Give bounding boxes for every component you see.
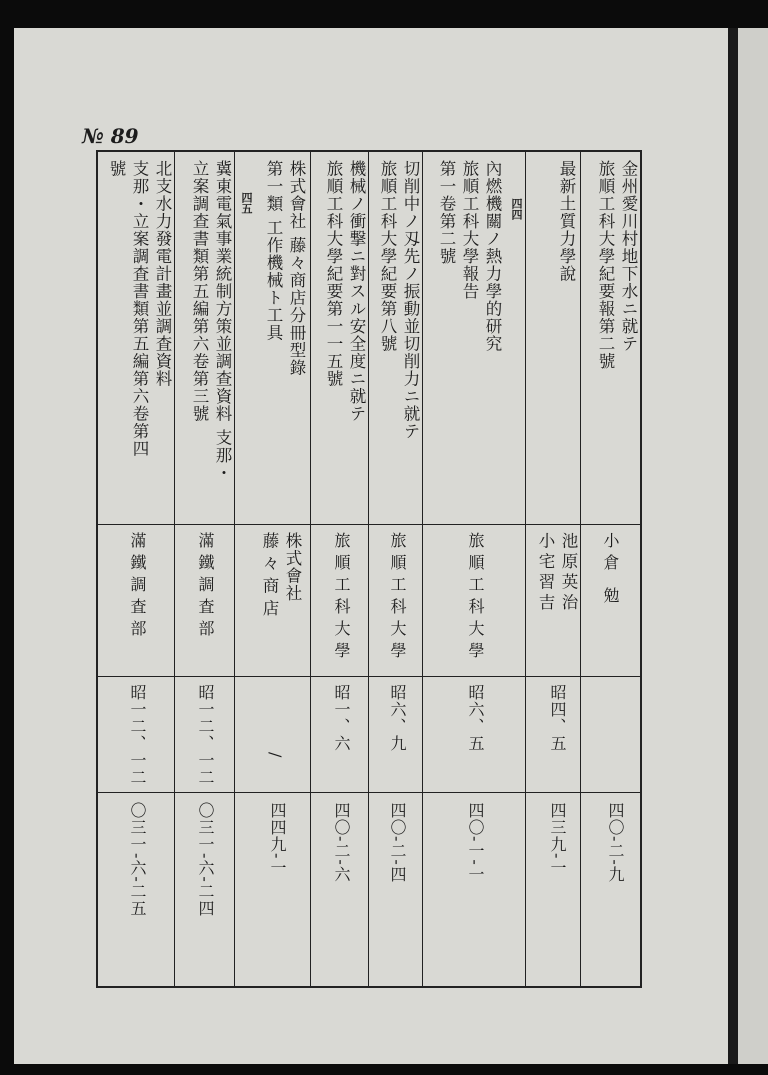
date-cell: 昭一、六 [332, 684, 351, 752]
section-label: 四四 [510, 198, 523, 220]
row-divider [174, 152, 175, 988]
author-cell: 滿鐵調査部 [196, 532, 215, 642]
book-gutter [728, 28, 738, 1064]
date-cell: 昭四、五 [548, 684, 567, 752]
author-cell: 旅順工科大學 [466, 532, 485, 664]
date-cell: / [266, 752, 285, 759]
row-divider [234, 152, 235, 988]
author-cell: 株式會社 藤々商店 [260, 532, 302, 622]
code-cell: 四〇-二-四 [388, 802, 407, 883]
author-cell: 旅順工科大學 [332, 532, 351, 664]
code-cell: 四〇-二-九 [606, 802, 625, 883]
date-cell: 昭六、九 [388, 684, 407, 752]
catalog-table [96, 150, 642, 988]
code-cell: 四〇-一-一 [466, 802, 485, 883]
row-divider [310, 152, 311, 988]
row-divider [580, 152, 581, 988]
divider-author-date [98, 676, 640, 677]
row-divider [525, 152, 526, 988]
author-cell: 小倉 勉 [601, 532, 620, 610]
author-cell: 滿鐵調査部 [128, 532, 147, 642]
title-cell: 北支水力發電計畫並調査資料 支那・立案調査書類第五編第六卷第四 號 [107, 160, 172, 458]
page-number: № 89 [82, 124, 139, 148]
row-divider [422, 152, 423, 988]
date-cell: 昭六、五 [466, 684, 485, 752]
code-cell: 四四九-一 [268, 802, 287, 877]
title-cell: 冀東電氣事業統制方策並調查資料 支那・ 立案調查書類第五編第六卷第三號 [190, 160, 232, 482]
date-cell: 昭一二、一二 [196, 684, 215, 786]
date-cell: 昭一二、一二 [128, 684, 147, 786]
author-cell: 旅順工科大學 [388, 532, 407, 664]
title-cell: 切削中ノ刄先ノ振動並切削力ニ就テ 旅順工科大學紀要第八號 [378, 160, 420, 440]
title-cell: 內燃機關ノ熱力學的研究 旅順工科大學報告 第一卷第二號 [437, 160, 502, 353]
row-divider [368, 152, 369, 988]
title-cell: 最新土質力學說 [557, 160, 576, 283]
section-label: 四五 [240, 192, 253, 214]
facing-page-edge [738, 28, 768, 1064]
code-cell: 四〇-二-六 [332, 802, 351, 883]
code-cell: 〇三一-六-二四 [196, 802, 215, 917]
author-cell: 池原英治 小宅習吉 [536, 532, 578, 614]
title-cell: 機械ノ衝撃ニ對スル安全度ニ就テ 旅順工科大學紀要第一一五號 [324, 160, 366, 423]
code-cell: 四三九-一 [548, 802, 567, 877]
title-cell: 株式會社 藤々商店分冊型錄 第一類 工作機械ト工具 [264, 160, 306, 377]
code-cell: 〇三一-六-二五 [128, 802, 147, 917]
divider-date-code [98, 792, 640, 793]
divider-title-author [98, 524, 640, 525]
title-cell: 金州愛川村地下水ニ就テ 旅順工科大學紀要報第二號 [596, 160, 638, 370]
